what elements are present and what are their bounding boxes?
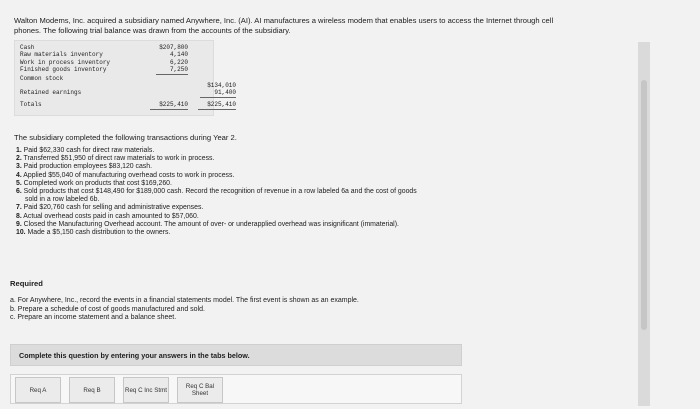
transaction-item: 8. Actual overhead costs paid in cash amounted to $57,060. bbox=[16, 212, 199, 220]
transaction-item: 7. Paid $20,760 cash for selling and administrative expenses. bbox=[16, 204, 204, 212]
transactions-list bbox=[16, 147, 576, 237]
required-heading: Required bbox=[10, 279, 43, 288]
tb-credit: 91,400 bbox=[214, 89, 236, 97]
tb-debit: 7,250 bbox=[169, 66, 188, 74]
tab-req-a[interactable]: Req A bbox=[15, 377, 61, 403]
transaction-item: 4. Applied $55,040 of manufacturing overhead costs to work in process. bbox=[16, 171, 235, 179]
tb-label: Work in process inventory bbox=[20, 58, 111, 66]
tb-label: Common stock bbox=[20, 74, 64, 82]
transaction-item: 9. Closed the Manufacturing Overhead account. The amount of over- or underapplied overhead was insignificant (immaterial). bbox=[16, 220, 399, 228]
transaction-item: 1. Paid $62,330 cash for direct raw materials. bbox=[16, 147, 155, 154]
instruction-text: Complete this question by entering your answers in the tabs below. bbox=[19, 351, 250, 360]
transactions-heading: The subsidiary completed the following transactions during Year 2. bbox=[14, 133, 237, 142]
tb-credit: $134,010 bbox=[207, 82, 236, 89]
tb-debit: $225,410 bbox=[159, 100, 188, 108]
scrollbar-thumb[interactable] bbox=[641, 80, 647, 330]
tb-debit: 4,140 bbox=[169, 51, 188, 59]
required-item: a. For Anywhere, Inc., record the events in a financial statements model. The first event is shown as an example. bbox=[10, 297, 359, 304]
tb-credit: $225,410 bbox=[207, 100, 236, 108]
tb-underline bbox=[156, 74, 188, 75]
tb-double-underline bbox=[150, 109, 188, 110]
tab-req-c-bal-sheet[interactable]: Req C Bal Sheet bbox=[177, 377, 223, 403]
tb-double-underline bbox=[198, 109, 236, 110]
tb-label: Cash bbox=[20, 44, 35, 51]
transaction-item: 10. Made a $5,150 cash distribution to the owners. bbox=[16, 229, 171, 237]
answer-tabs bbox=[10, 374, 462, 404]
problem-intro: Walton Modems, Inc. acquired a subsidiary named Anywhere, Inc. (AI). AI manufactures a wireless modem that enables users to access the Internet through cell phones. The following trial balance was drawn from the accounts of the subsidiary. bbox=[14, 16, 554, 35]
tb-debit: 6,220 bbox=[169, 58, 188, 66]
tb-label: Finished goods inventory bbox=[20, 66, 107, 74]
required-item: c. Prepare an income statement and a balance sheet. bbox=[10, 314, 177, 322]
transaction-item: 6. Sold products that cost $148,490 for $189,000 cash. Record the recognition of revenue in a row labeled 6a and the cost of goods bbox=[16, 188, 417, 196]
tab-req-c-inc-stmt[interactable]: Req C Inc Stmt bbox=[123, 377, 169, 403]
tb-debit: $207,800 bbox=[159, 44, 188, 51]
required-item: b. Prepare a schedule of cost of goods manufactured and sold. bbox=[10, 305, 205, 313]
tab-req-b[interactable]: Req B bbox=[69, 377, 115, 403]
required-list bbox=[10, 297, 359, 323]
transaction-item: 5. Completed work on products that cost $169,260. bbox=[16, 179, 172, 187]
tb-underline bbox=[200, 97, 236, 98]
transaction-continuation: sold in a row labeled 6b. bbox=[25, 196, 100, 204]
tb-label: Totals bbox=[20, 100, 42, 108]
tb-label: Retained earnings bbox=[20, 89, 82, 97]
tb-label: Raw materials inventory bbox=[20, 51, 103, 59]
transaction-item: 3. Paid production employees $83,120 cash. bbox=[16, 163, 152, 171]
instruction-bar bbox=[10, 344, 462, 366]
transaction-item: 2. Transferred $51,950 of direct raw materials to work in process. bbox=[16, 155, 215, 163]
